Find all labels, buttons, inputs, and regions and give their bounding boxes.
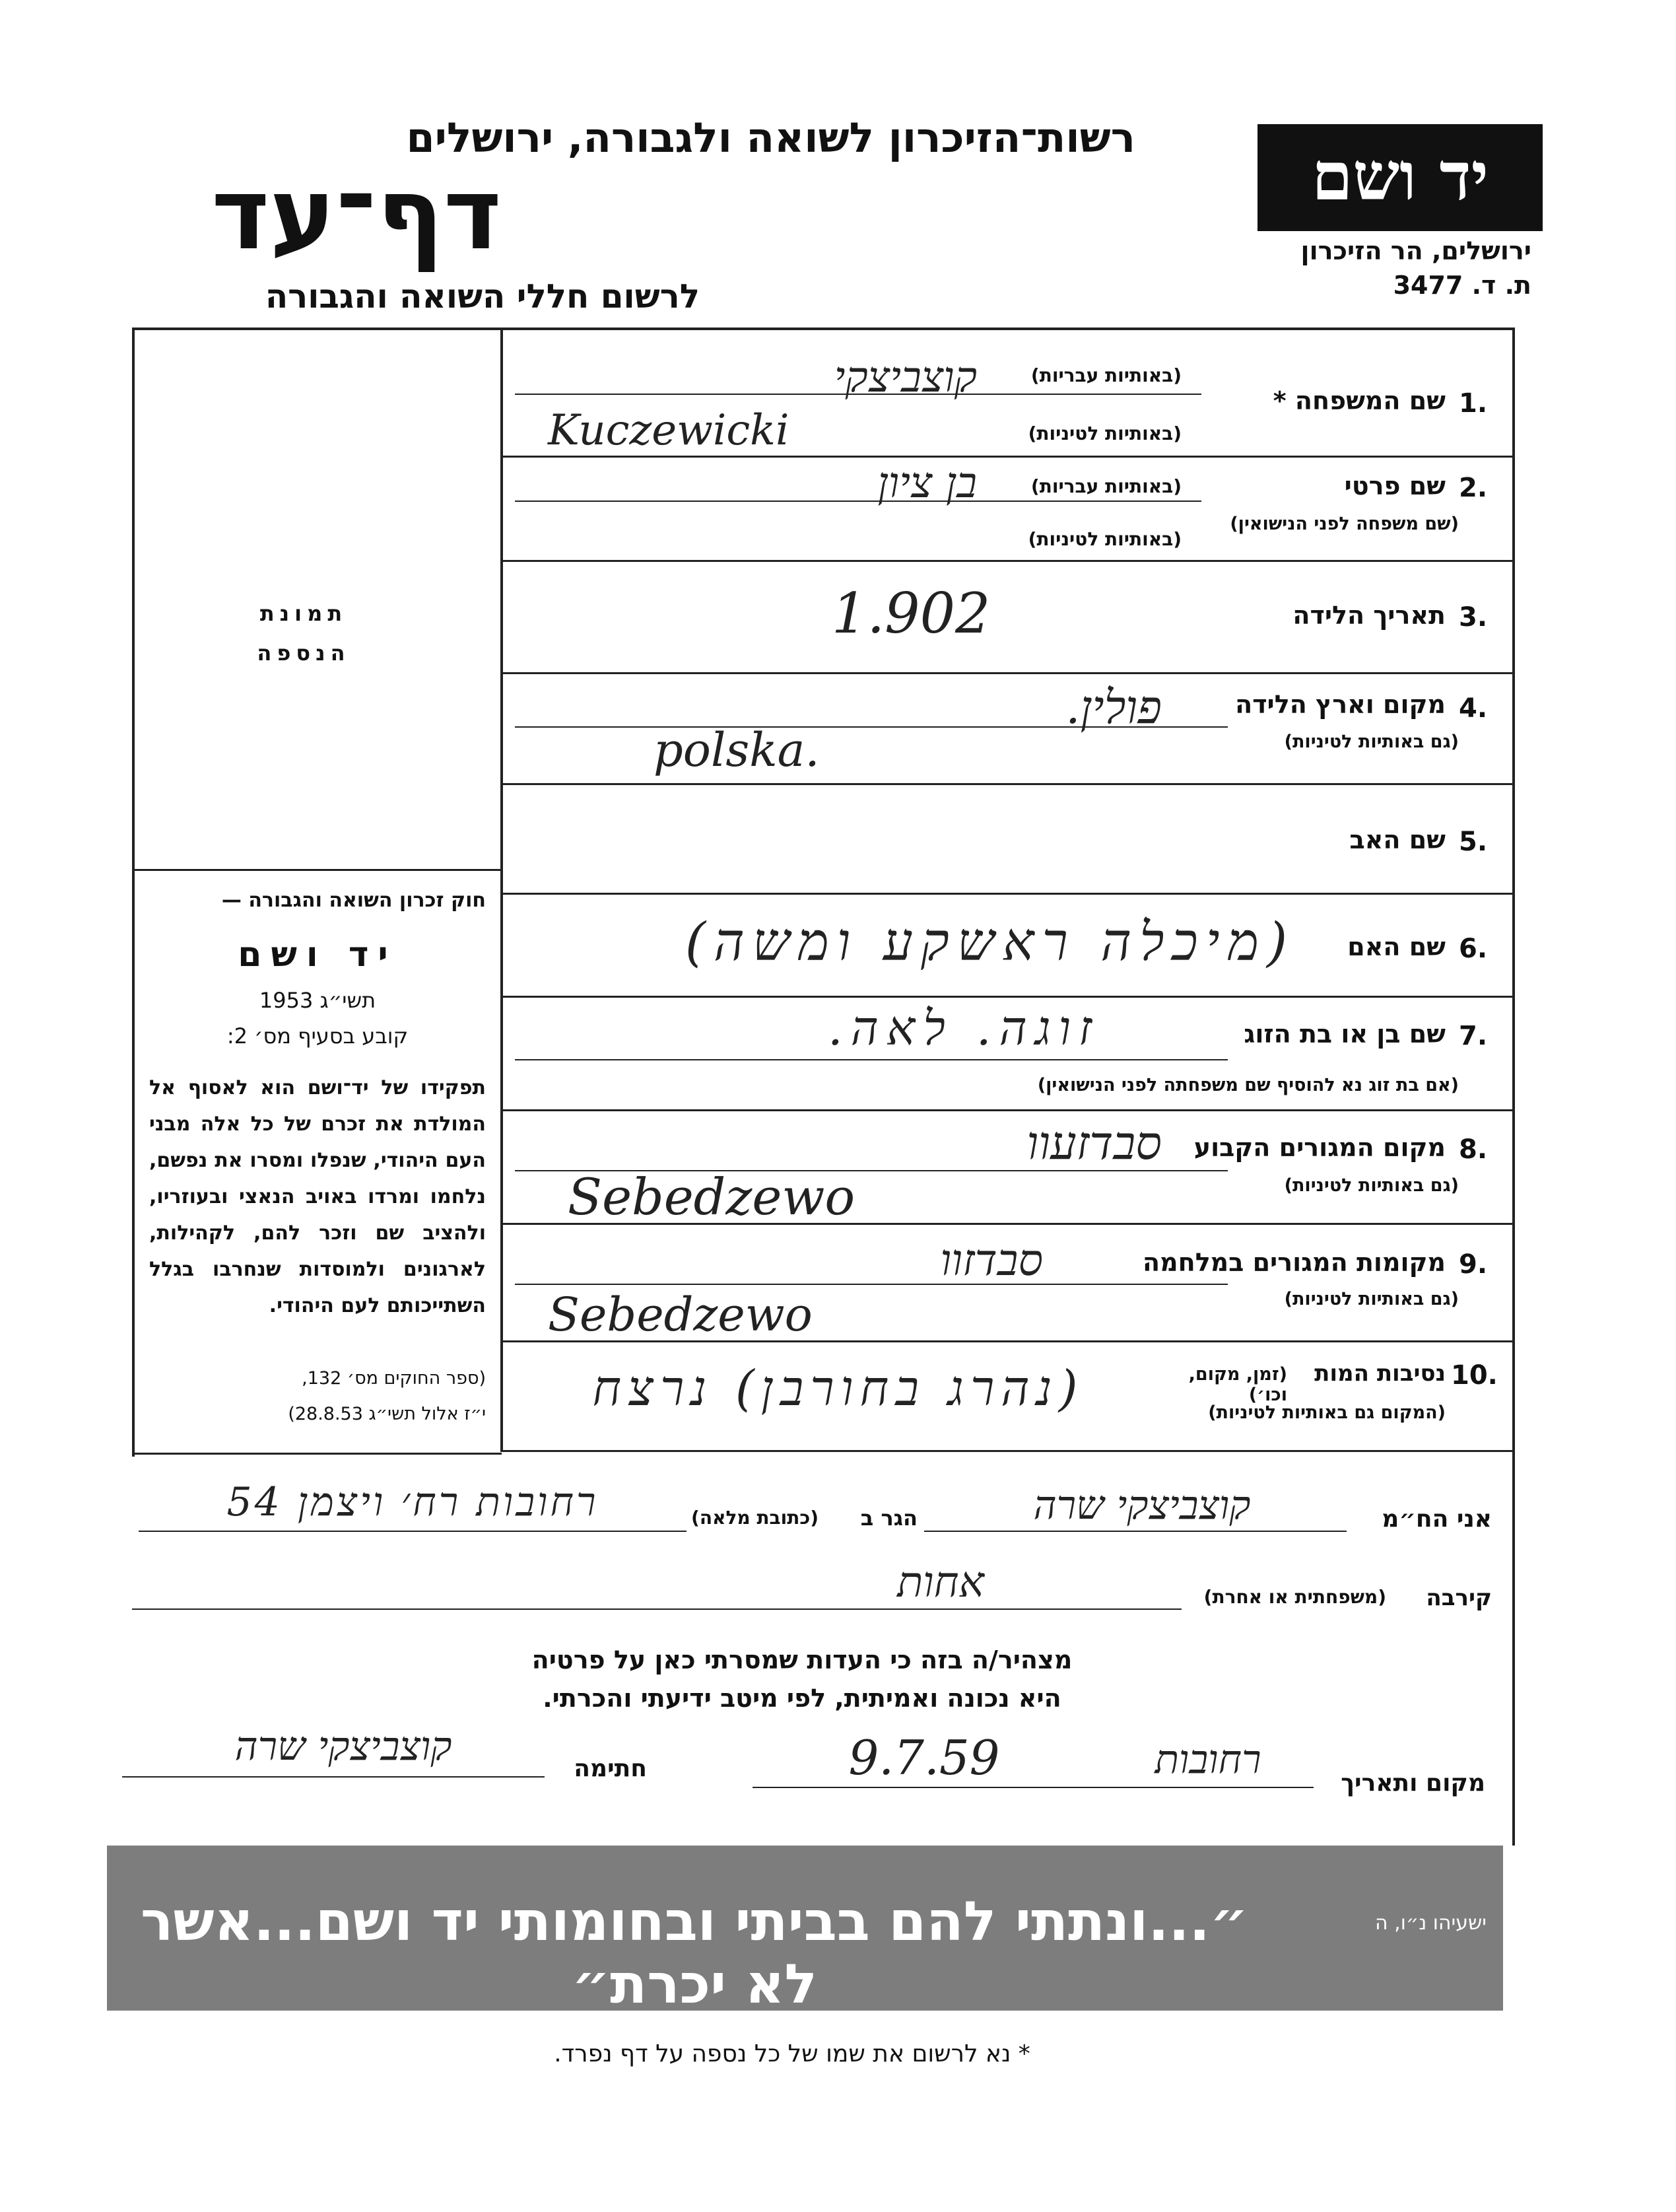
field-6-value[interactable]: (מיכלה ראשקע ומשה) [685, 911, 1296, 973]
field-4-value-latin[interactable]: polska. [654, 723, 820, 777]
field-8-number: 8. [1459, 1134, 1488, 1165]
field-9-number: 9. [1459, 1249, 1488, 1280]
field-3-label: תאריך הלידה [1292, 601, 1446, 630]
address-line-2: ת. ד. 3477 [1393, 271, 1531, 300]
declarant-line [924, 1531, 1347, 1532]
field-7-value[interactable]: זוגה. לאה. [827, 1000, 1100, 1056]
law-reference-2: י״ז אלול תשי״ג 28.8.53) [288, 1404, 486, 1424]
address-value[interactable]: רחובות רח׳ ויצמן 54 [226, 1479, 599, 1525]
banner-source: ישעיהו נ״ו, ה [1375, 1912, 1487, 1935]
place-value[interactable]: רחובות [1155, 1737, 1261, 1783]
law-year: תשי״ג 1953 [259, 988, 376, 1013]
law-name: יד ושם [238, 935, 397, 975]
field-8-label: מקום המגורים הקבוע [1193, 1133, 1446, 1162]
law-reference-1: (ספר החוקים מס׳ 132, [302, 1368, 486, 1389]
relation-value[interactable]: אחות [897, 1558, 984, 1607]
field-8-value-latin[interactable]: Sebedzewo [568, 1167, 855, 1226]
field-7-label: שם בן או בת הזוג [1244, 1020, 1446, 1049]
photo-box-label-2: הנספה [257, 640, 351, 666]
field-4-value-hebrew[interactable]: פולין. [1065, 680, 1162, 734]
field-9-value-latin[interactable]: Sebedzewo [548, 1288, 813, 1342]
form-column-divider [500, 328, 503, 1450]
relation-tag: (משפחתית או אחרת) [1203, 1586, 1386, 1608]
row-divider [503, 672, 1513, 674]
banner-quote: ״...ונתתי להם בביתי ובחומותי יד ושם...אשר לא יכרת״ [141, 1890, 1248, 2016]
field-3-number: 3. [1459, 602, 1488, 633]
field-7-sublabel: (אם בת זוג נא להוסיף שם משפחתה לפני הנישואין) [1037, 1075, 1459, 1095]
declarant-label: אני הח״מ [1382, 1505, 1492, 1533]
resident-label: הגר ב [860, 1505, 918, 1531]
field-1-value-latin[interactable]: Kuczewicki [548, 406, 789, 455]
field-7-number: 7. [1459, 1021, 1488, 1051]
declarant-name-value[interactable]: קוצביצקי שרה [1033, 1482, 1251, 1529]
law-box-top-border [132, 869, 502, 871]
field-5-label: שם האב [1349, 825, 1446, 854]
field-1-number: 1. [1459, 388, 1488, 419]
field-6-label: שם האם [1347, 932, 1446, 961]
writing-line [515, 1059, 1228, 1060]
field-9-sublabel: (גם באותיות לטיניות) [1284, 1289, 1459, 1309]
row-divider [503, 560, 1513, 562]
address-line [139, 1531, 687, 1532]
field-2-hebrew-tag: (באותיות עבריות) [1030, 475, 1182, 497]
field-8-sublabel: (גם באותיות לטיניות) [1284, 1175, 1459, 1196]
address-line-1: ירושלים, הר הזיכרון [1300, 236, 1531, 265]
field-10-number: 10. [1451, 1360, 1498, 1391]
footnote: * נא לרשום את שמו של כל נספה על דף נפרד. [554, 2040, 1030, 2067]
address-tag: (כתובת מלאה) [691, 1507, 819, 1529]
field-1-label: שם המשפחה * [1273, 386, 1446, 415]
yad-vashem-logo [1257, 124, 1543, 231]
field-2-number: 2. [1459, 473, 1488, 503]
relation-label: קירבה [1426, 1585, 1492, 1611]
form-subtitle: לרשום חללי השואה והגבורה [265, 277, 700, 316]
row-divider [503, 996, 1513, 998]
declaration-statement-2: היא נכונה ואמיתית, לפי מיטב ידיעתי והכרתי. [543, 1684, 1061, 1713]
row-divider [503, 783, 1513, 785]
field-4-label: מקום וארץ הלידה [1235, 690, 1446, 719]
declaration-statement-1: מצהיר/ה בזה כי העדות שמסרתי כאן על פרטיה [531, 1645, 1073, 1675]
field-9-label: מקומות המגורים במלחמה [1142, 1248, 1446, 1277]
logo-text: יד ושם [1312, 137, 1489, 215]
field-9-value-hebrew[interactable]: סבדזוו [940, 1235, 1043, 1286]
law-heading: חוק זכרון השואה והגבורה — [221, 889, 486, 912]
field-1-latin-tag: (באותיות לטיניות) [1028, 423, 1182, 444]
form-right-border [1512, 328, 1515, 1457]
place-date-label: מקום ותאריך [1341, 1770, 1485, 1797]
field-2-latin-tag: (באותיות לטיניות) [1028, 528, 1182, 550]
law-body-text: תפקידו של יד־ושם הוא לאסוף אל המולדת את זכרם של כל אלה מבני העם היהודי, שנפלו ומסרו את נפשם, נלחמו ומרדו באויב הנאצי ובעוזריו, ולהציב שם וזכר להם, לקהילות, לארגונים ולמוסדות שנחרבו בגלל השתייכותם לעם היהודי. [149, 1076, 486, 1317]
photo-box-label-1: תמונת [259, 601, 348, 626]
place-date-line [753, 1787, 1314, 1788]
lower-right-border [1512, 1453, 1515, 1846]
authority-title: רשות־הזיכרון לשואה ולגבורה, ירושלים [406, 114, 1135, 162]
law-section: קובע בסעיף מס׳ 2: [226, 1023, 409, 1049]
signature-value[interactable]: קוצביצקי שרה [234, 1723, 452, 1770]
quote-banner [107, 1846, 1503, 2016]
form-top-border [132, 328, 1515, 330]
row-divider [503, 1109, 1513, 1111]
field-8-value-hebrew[interactable]: סבדזעוו [1026, 1116, 1162, 1170]
form-left-border [132, 328, 135, 1457]
field-10-label-extra: (זמן, מקום, וכו׳) [1188, 1364, 1287, 1405]
form-bottom-border [500, 1450, 1515, 1452]
signature-label: חתימה [574, 1755, 647, 1782]
signature-line [122, 1776, 545, 1778]
form-title: דף־עד [211, 157, 502, 272]
row-divider [503, 893, 1513, 895]
field-4-sublabel: (גם באותיות לטיניות) [1284, 732, 1459, 752]
field-1-hebrew-tag: (באותיות עבריות) [1030, 364, 1182, 386]
field-10-label: נסיבות המות [1314, 1360, 1446, 1387]
law-box-bottom-border [132, 1453, 502, 1455]
relation-line [132, 1608, 1182, 1610]
field-1-value-hebrew[interactable]: קוצביצקי [834, 353, 977, 402]
field-2-sublabel: (שם משפחה לפני הנישואין) [1230, 514, 1459, 534]
date-value[interactable]: 9.7.59 [848, 1730, 1000, 1785]
field-2-label: שם פרטי [1344, 471, 1446, 501]
field-10-sublabel: (המקום גם באותיות לטיניות) [1208, 1402, 1446, 1423]
field-2-value-hebrew[interactable]: בן ציון [877, 459, 977, 508]
field-4-number: 4. [1459, 693, 1488, 724]
field-5-number: 5. [1459, 827, 1488, 857]
field-3-value[interactable]: 1.902 [832, 581, 991, 646]
field-10-value[interactable]: (נהרג בחורבן) נרצח [592, 1360, 1085, 1417]
field-6-number: 6. [1459, 934, 1488, 964]
row-divider [503, 456, 1513, 458]
